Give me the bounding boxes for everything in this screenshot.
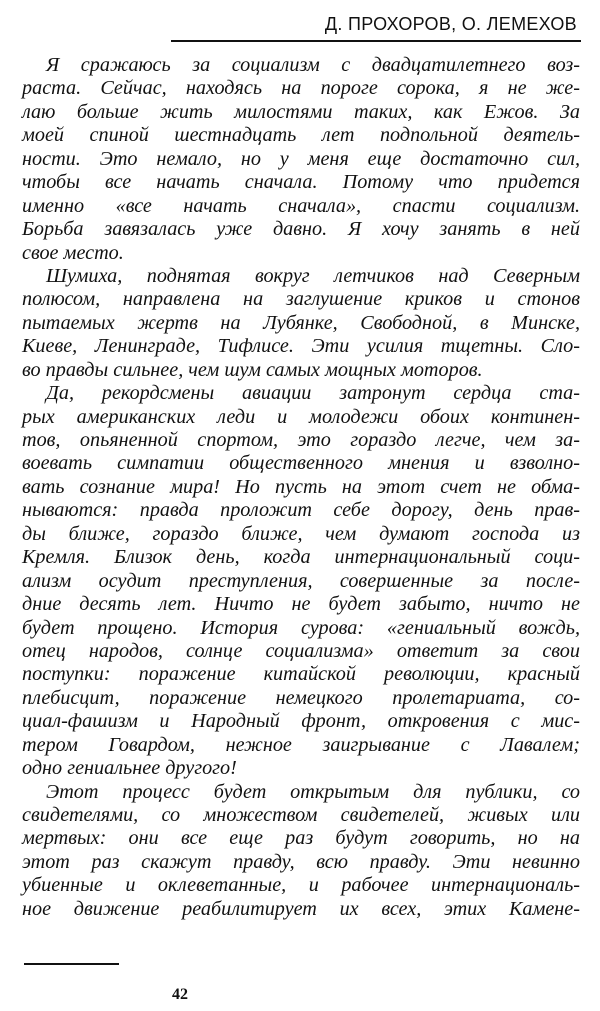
text-line: во правды сильнее, чем шум самых мощных моторов. (22, 358, 483, 381)
text-line: моей спиной шестнадцать лет подпольной деятель- (22, 124, 580, 147)
text-line: Кремля. Близок день, когда интернациональный соци- (22, 546, 580, 569)
text-line: поступки: поражение китайской революции, красный (22, 663, 580, 686)
running-head: Д. ПРОХОРОВ, О. ЛЕМЕХОВ (324, 14, 577, 34)
text-line: Киеве, Ленинграде, Тифлисе. Эти усилия тщетны. Сло- (22, 335, 580, 358)
text-line: Борьба завязалась уже давно. Я хочу занять в ней (22, 218, 580, 241)
text-line: нываются: правда проложит себе дорогу, день прав- (22, 499, 580, 522)
header-rule (171, 40, 581, 42)
text-line: чтобы все начать сначала. Потому что придется (22, 171, 580, 194)
text-line: Этот процесс будет открытым для публики, со (46, 780, 580, 803)
text-line: полюсом, направлена на заглушение криков и стонов (22, 288, 580, 311)
text-line: отец народов, солнце социализма» ответит за свои (22, 639, 580, 662)
text-line: Я сражаюсь за социализм с двадцатилетнего воз- (46, 54, 580, 76)
text-line: вать сознание мира! Но пусть на этот счет не обма- (22, 475, 580, 498)
text-line: именно «все начать сначала», спасти социализм. (22, 194, 580, 217)
text-line: тов, опьяненной спортом, это гораздо легче, чем за- (22, 429, 580, 451)
text-line: ализм осудит преступления, совершенные за после- (22, 569, 580, 592)
text-line: мертвых: они все еще раз будут говорить, но на (22, 827, 580, 850)
text-line: пытаемых жертв на Лубянке, Свободной, в Минске, (22, 311, 580, 334)
body-text (22, 54, 580, 921)
text-line: свидетелями, со множеством свидетелей, живых или (22, 804, 580, 826)
text-line: рых американских леди и молодежи обоих континен- (22, 405, 580, 428)
page-number: 42 (172, 986, 188, 1003)
text-line: тером Говардом, нежное заигрывание с Лавалем; (22, 733, 580, 756)
text-line: плебисцит, поражение немецкого пролетариата, со- (22, 686, 580, 709)
text-line: Да, рекордсмены авиации затронут сердца ста- (46, 382, 580, 405)
text-line: ды ближе, гораздо ближе, чем думают господа из (22, 522, 580, 545)
text-line: раста. Сейчас, находясь на пороге сорока, я не же- (22, 77, 580, 100)
footer-rule (24, 963, 119, 965)
text-line: лаю больше жить милостями таких, как Ежов. За (22, 100, 580, 123)
text-line: воевать симпатии общественного мнения и взволно- (22, 452, 580, 475)
text-line: дние десять лет. Ничто не будет забыто, ничто не (22, 593, 580, 616)
text-line: одно гениальнее другого! (22, 757, 237, 780)
text-line: этот раз скажут правду, всю правду. Эти невинно (22, 850, 580, 873)
text-line: ности. Это немало, но у меня еще достаточно сил, (22, 147, 580, 170)
text-line: убиенные и оклеветанные, и рабочее интернациональ- (22, 874, 580, 897)
text-line: Шумиха, поднятая вокруг летчиков над Северным (46, 264, 580, 287)
text-line: ное движение реабилитирует их всех, этих Камене- (22, 897, 580, 920)
text-line: свое место. (22, 241, 124, 264)
text-line: будет прощено. История сурова: «гениальный вождь, (22, 616, 580, 639)
text-line: циал-фашизм и Народный фронт, откровения с мис- (22, 710, 580, 733)
